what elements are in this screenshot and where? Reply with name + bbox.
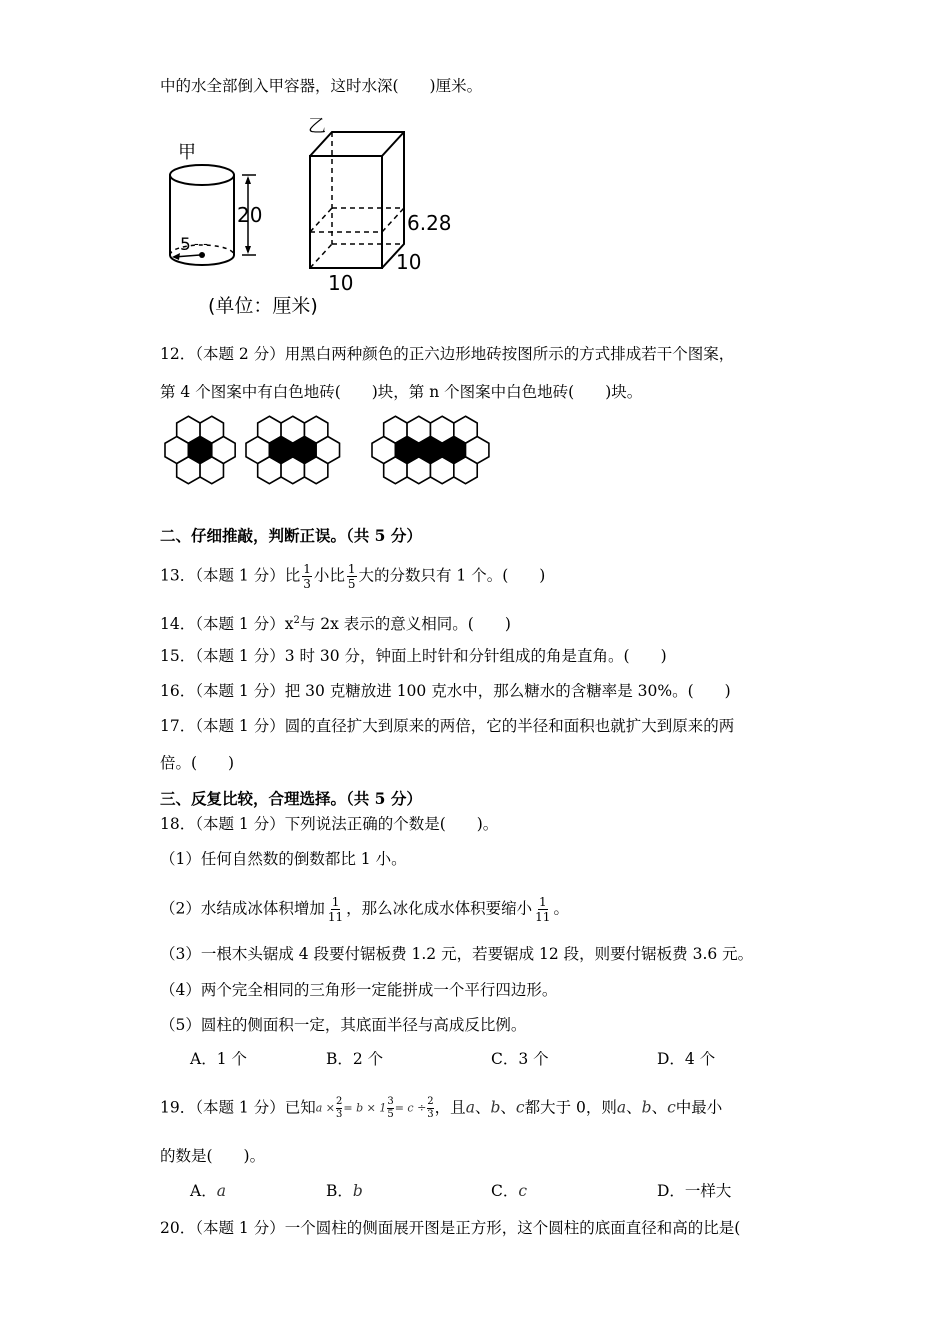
q18-option-a[interactable]: A．1 个 — [190, 1050, 247, 1068]
black-hex-tile — [442, 437, 465, 464]
q15: 15．（本题 1 分）3 时 30 分，钟面上时针和分针组成的角是直角。( ) — [160, 647, 667, 665]
q18-statement-5: （5）圆柱的侧面积一定，其底面半径与高成反比例。 — [160, 1016, 527, 1034]
black-hex-tile — [293, 437, 316, 464]
q18-statement-3: （3）一根木头锯成 4 段要付锯板费 1.2 元，若要锯成 12 段，则要付锯板费 3.6 元。 — [160, 945, 754, 963]
white-hex-tile — [316, 437, 339, 464]
q19-option-a[interactable]: A．a — [190, 1182, 226, 1200]
q19-option-b[interactable]: B．b — [326, 1182, 363, 1200]
q17-line2: 倍。( ) — [160, 754, 235, 772]
black-hex-tile — [395, 437, 418, 464]
white-hex-tile — [165, 437, 188, 464]
q19-option-d[interactable]: D．一样大 — [657, 1182, 732, 1200]
fraction-1-5: $\frac{1}{5}$ — [347, 562, 356, 591]
q19-line1: 19．（本题 1 分）已知a × $\frac{2}{3}$ = b × 1 $\frac{3}{5}$ = c ÷ $\frac{2}{3}$ ，且a、b、c都大于 0，则a、b、c中最小 — [160, 1096, 723, 1120]
cyl-height-label: 20 — [237, 203, 263, 227]
q18-statement-4: （4）两个完全相同的三角形一定能拼成一个平行四边形。 — [160, 981, 558, 999]
white-hex-tile — [372, 437, 395, 464]
white-hex-tile — [246, 437, 269, 464]
q18-stem: 18．（本题 1 分）下列说法正确的个数是( )。 — [160, 815, 499, 833]
black-hex-tile — [269, 437, 292, 464]
q18-statement-1: （1）任何自然数的倒数都比 1 小。 — [160, 850, 407, 868]
q14: 14．（本题 1 分）$x^2$与 2x 表示的意义相同。( ) — [160, 615, 511, 634]
yi-label: 乙 — [308, 116, 326, 137]
q16: 16．（本题 1 分）把 30 克糖放进 100 克水中，那么糖水的含糖率是 30%。( ) — [160, 682, 731, 700]
q18-statement-2: （2）水结成冰体积增加 $\frac{1}{11}$ ，那么冰化成水体积要缩小 $\frac{1}{11}$ 。 — [160, 895, 569, 924]
jia-label: 甲 — [178, 142, 196, 163]
section3-heading: 三、反复比较，合理选择。（共 5 分） — [160, 789, 422, 808]
cyl-radius-label: 5 — [180, 235, 191, 255]
q18-option-d[interactable]: D．4 个 — [657, 1050, 716, 1068]
box-width-label: 10 — [328, 271, 354, 295]
white-hex-tile — [212, 437, 235, 464]
white-hex-tile — [466, 437, 489, 464]
fraction-1-11: $\frac{1}{11}$ — [327, 895, 344, 924]
fraction-1-11: $\frac{1}{11}$ — [535, 895, 551, 924]
black-hex-tile — [419, 437, 442, 464]
q12-line2: 第 4 个图案中有白色地砖( )块，第 n 个图案中白色地砖( )块。 — [160, 383, 643, 401]
section2-heading: 二、仔细推敲，判断正误。（共 5 分） — [160, 526, 422, 545]
unit-label: (单位：厘米) — [208, 295, 318, 317]
box-depth-label: 10 — [396, 250, 422, 274]
q11-text: 中的水全部倒入甲容器，这时水深( )厘米。 — [160, 77, 483, 95]
q11-figure — [160, 112, 460, 322]
q13: 13．（本题 1 分）比 $\frac{1}{3}$ 小比 $\frac{1}{5}$ 大的分数只有 1 个。( ) — [160, 562, 546, 591]
black-hex-tile — [188, 437, 211, 464]
box-water-label: 6.28 — [407, 211, 452, 235]
q20: 20．（本题 1 分）一个圆柱的侧面展开图是正方形，这个圆柱的底面直径和高的比是( — [160, 1219, 741, 1237]
fraction-1-3: $\frac{1}{3}$ — [303, 562, 311, 591]
svg-text:- -: - - — [194, 236, 208, 252]
q12-line1: 12．（本题 2 分）用黑白两种颜色的正六边形地砖按图所示的方式排成若干个图案， — [160, 345, 735, 363]
q17-line1: 17．（本题 1 分）圆的直径扩大到原来的两倍，它的半径和面积也就扩大到原来的两 — [160, 717, 735, 735]
q19-line2: 的数是( )。 — [160, 1147, 266, 1165]
q19-option-c[interactable]: C．c — [491, 1182, 528, 1200]
hexagon-patterns-figure — [160, 412, 530, 488]
q18-option-b[interactable]: B．2 个 — [326, 1050, 384, 1068]
q18-option-c[interactable]: C．3 个 — [491, 1050, 549, 1068]
